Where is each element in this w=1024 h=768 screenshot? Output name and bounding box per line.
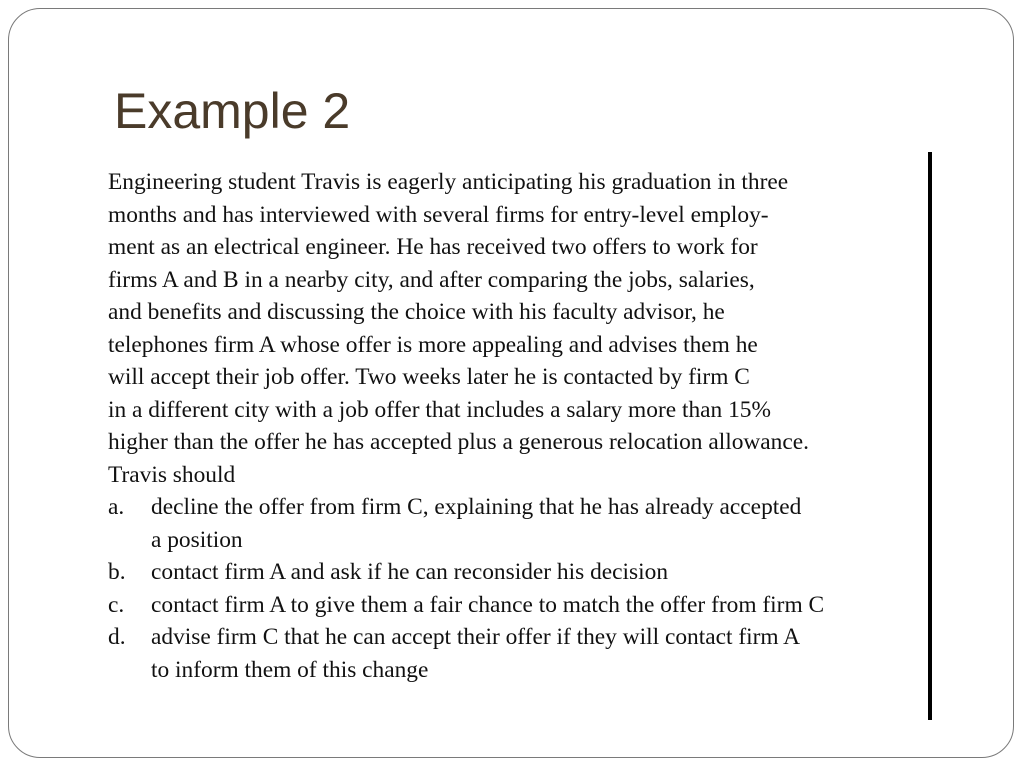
paragraph-line: telephones firm A whose offer is more appealing and advises them he — [108, 331, 758, 358]
problem-paragraph — [108, 166, 918, 491]
answer-option-c — [108, 589, 923, 622]
option-line: contact firm A to give them a fair chance to match the offer from firm C — [151, 591, 825, 618]
paragraph-line: ment as an electrical engineer. He has received two offers to work for — [108, 234, 758, 260]
paragraph-line: higher than the offer he has accepted plus a generous relocation allowance. — [108, 429, 809, 455]
answer-option-d — [108, 621, 923, 686]
paragraph-line: Engineering student Travis is eagerly anticipating his graduation in three — [108, 169, 789, 195]
answer-options — [108, 491, 923, 686]
answer-option-a — [108, 491, 923, 556]
option-line: to inform them of this change — [151, 656, 429, 683]
option-text — [151, 556, 923, 589]
paragraph-line: in a different city with a job offer that includes a salary more than 15% — [108, 396, 771, 423]
option-line: advise firm C that he can accept their offer if they will contact firm A — [151, 624, 801, 650]
scan-edge-rule — [928, 152, 932, 720]
paragraph-line: firms A and B in a nearby city, and after comparing the jobs, salaries, — [108, 266, 755, 293]
option-text — [151, 621, 923, 686]
option-text — [151, 491, 923, 556]
slide-title: Example 2 — [114, 83, 351, 139]
paragraph-line: Travis should — [108, 461, 236, 488]
paragraph-line: months and has interviewed with several firms for entry-level employ- — [108, 201, 769, 228]
option-letter: c. — [108, 591, 125, 618]
option-line: decline the offer from firm C, explaining that he has already accepted — [151, 494, 802, 520]
option-letter: b. — [108, 559, 126, 585]
option-line: contact firm A and ask if he can reconsider his decision — [151, 559, 669, 585]
answer-option-b — [108, 556, 923, 589]
option-letter: a. — [108, 494, 125, 520]
option-letter: d. — [108, 624, 126, 650]
option-text — [151, 589, 923, 622]
paragraph-line: and benefits and discussing the choice with his faculty advisor, he — [108, 299, 725, 325]
scanned-text-image — [104, 162, 924, 722]
option-line: a position — [151, 526, 243, 553]
paragraph-line: will accept their job offer. Two weeks later he is contacted by firm C — [108, 364, 750, 390]
